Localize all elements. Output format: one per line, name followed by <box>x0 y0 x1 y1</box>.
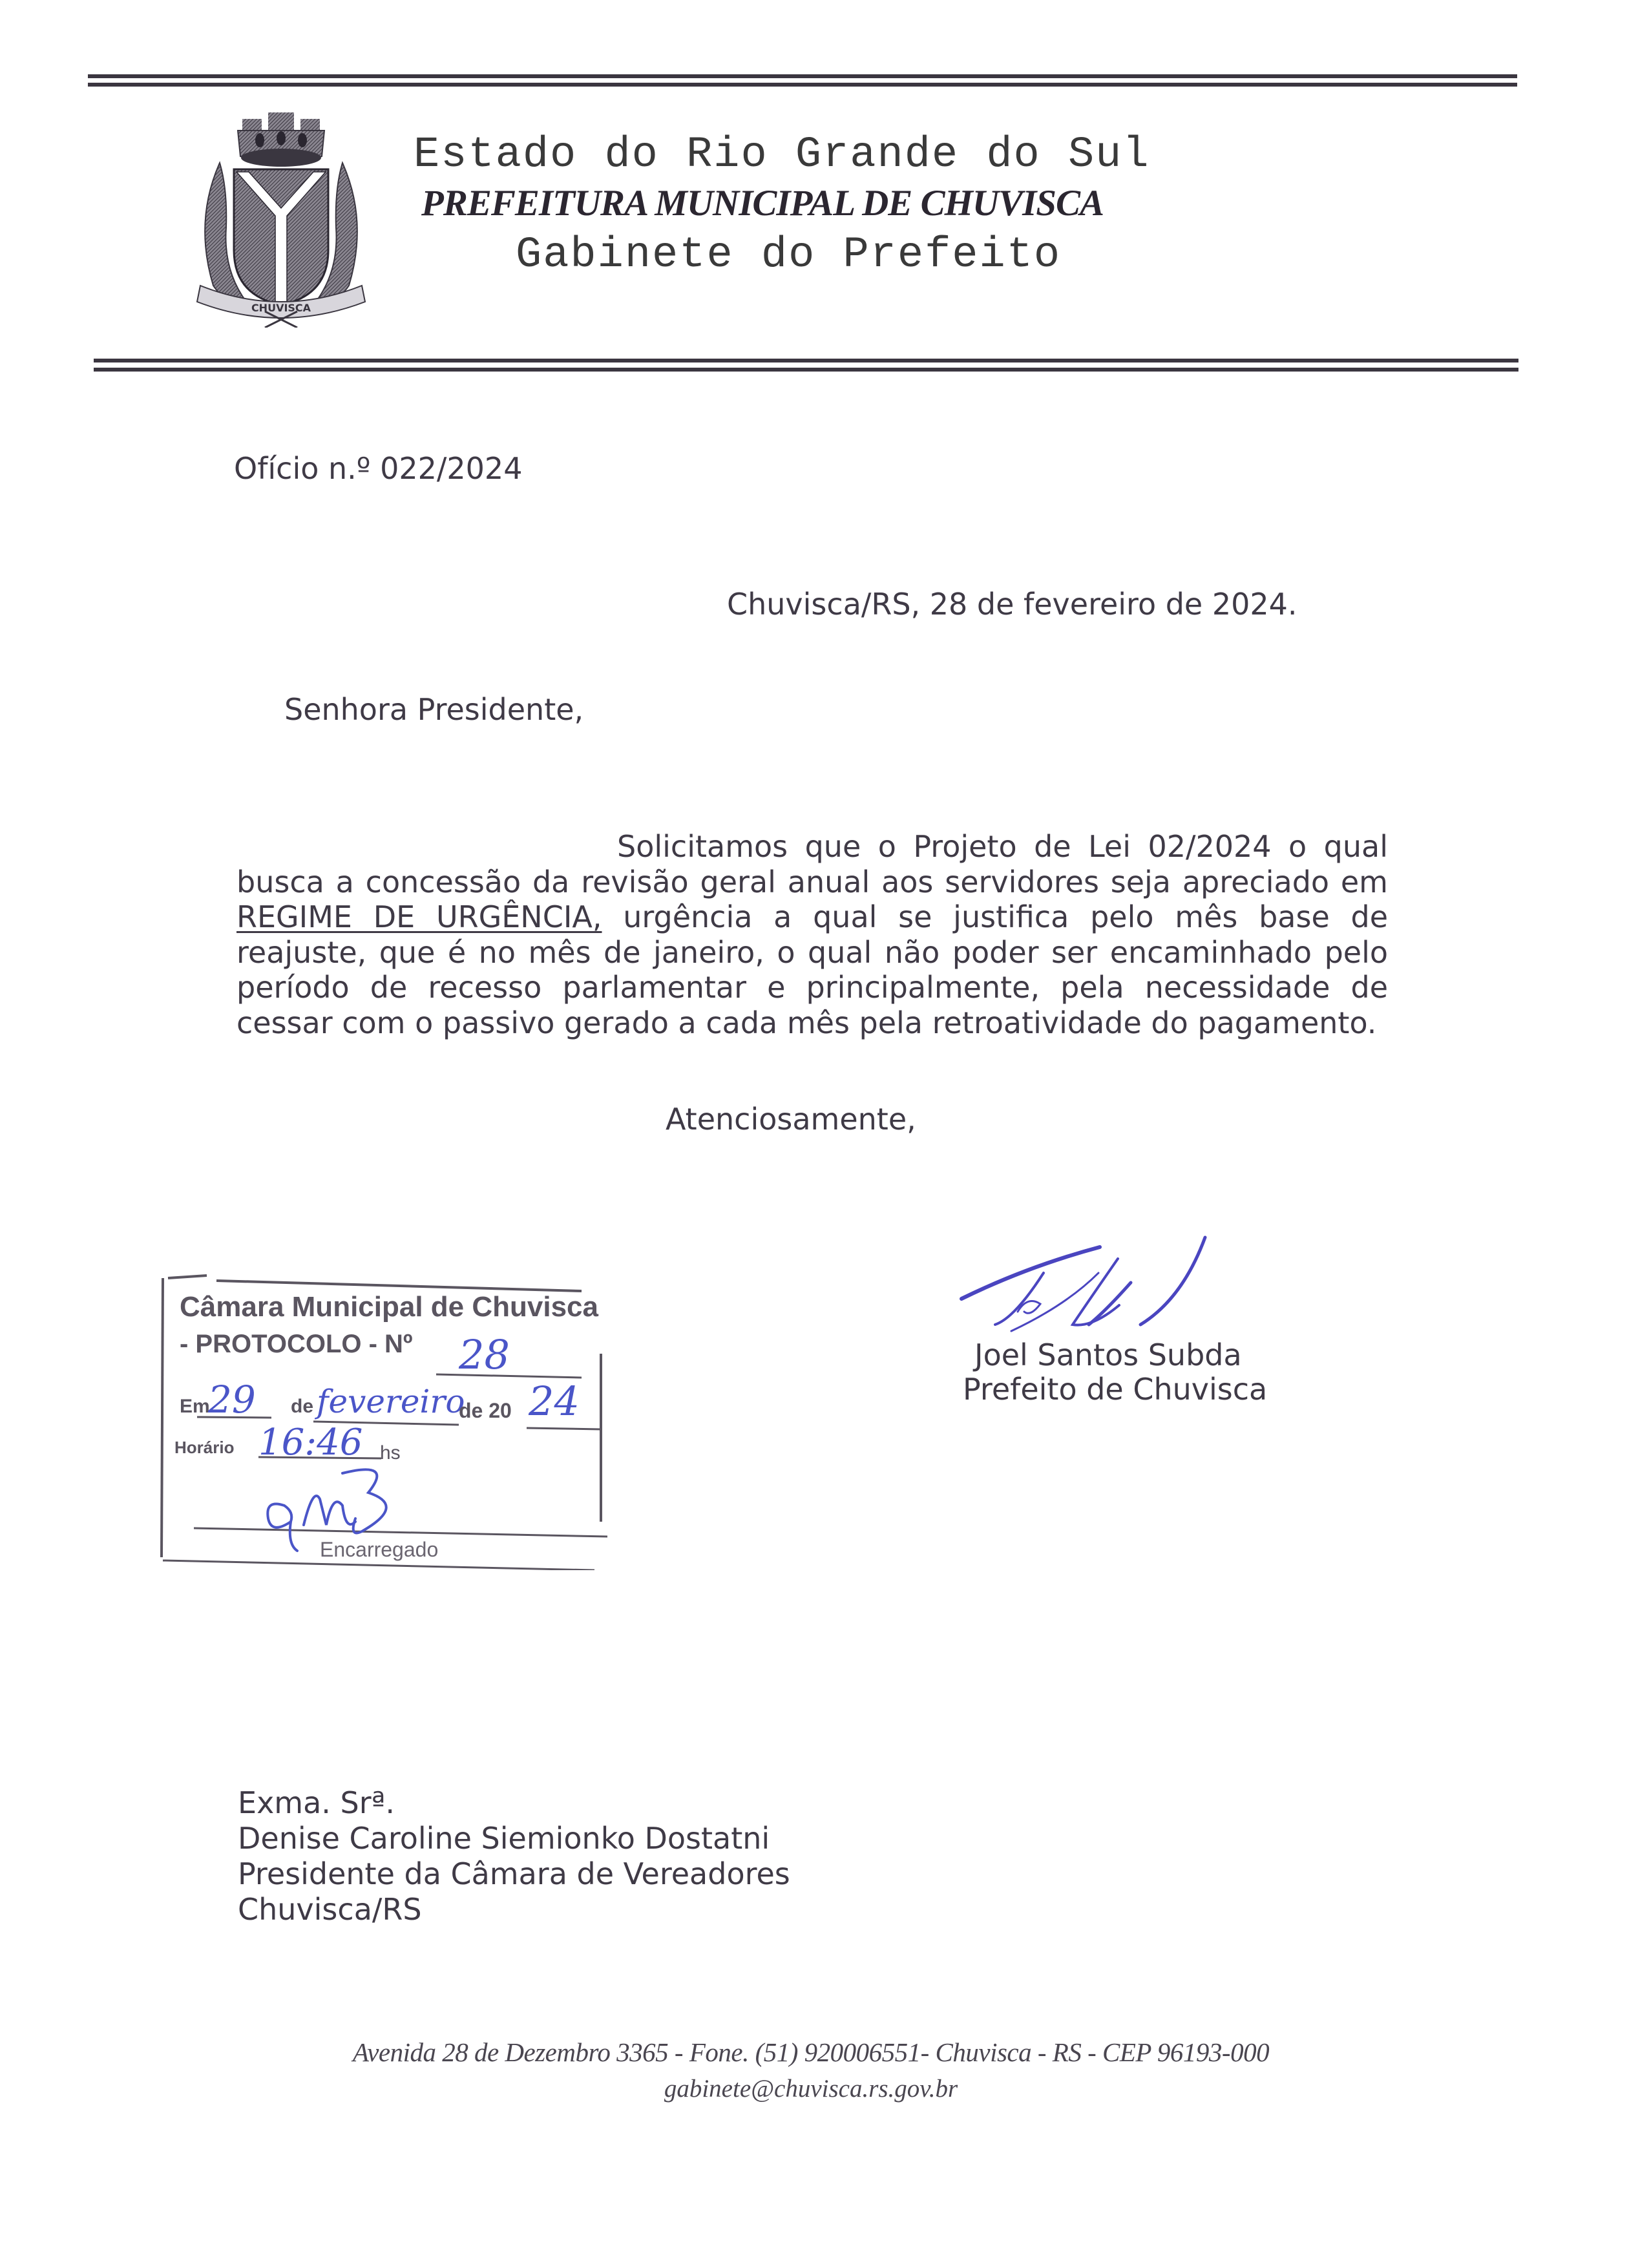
addressee-salutation: Exma. Srª. <box>238 1785 395 1820</box>
stamp-time-label: Horário <box>174 1438 235 1457</box>
stamp-date-prefix: Em <box>180 1396 210 1417</box>
coat-of-arms-banner: CHUVISCA <box>251 302 311 314</box>
header-rule-bottom-2 <box>94 368 1518 372</box>
letter-closing: Atenciosamente, <box>666 1102 916 1137</box>
footer-email: gabinete@chuvisca.rs.gov.br <box>664 2075 958 2103</box>
body-emphasis-urgency: REGIME DE URGÊNCIA, <box>236 899 602 934</box>
stamp-time-suffix: hs <box>380 1442 401 1464</box>
addressee-city: Chuvisca/RS <box>238 1892 422 1927</box>
stamp-title: Câmara Municipal de Chuvisca <box>180 1291 598 1323</box>
stamp-de-label: de <box>291 1396 314 1417</box>
protocol-stamp <box>155 1266 607 1570</box>
letter-place-date: Chuvisca/RS, 28 de fevereiro de 2024. <box>727 587 1297 622</box>
stamp-year-label: de 20 <box>459 1399 512 1422</box>
letterhead-prefeitura: PREFEITURA MUNICIPAL DE CHUVISCA <box>421 183 1104 224</box>
header-rule-bottom-1 <box>94 359 1518 362</box>
signer-name: Joel Santos Subda <box>974 1338 1242 1372</box>
letterhead-state: Estado do Rio Grande do Sul <box>414 131 1150 180</box>
header-rule-top-2 <box>88 83 1517 87</box>
letterhead-office: Gabinete do Prefeito <box>516 231 1062 280</box>
body-text-start: Solicitamos que o Projeto de Lei 02/2024 o qual busca a concessão da revisão geral anual aos servidores seja apreciado em <box>236 829 1388 899</box>
footer-address: Avenida 28 de Dezembro 3365 - Fone. (51) 920006551- Chuvisca - RS - CEP 96193-000 <box>352 2037 1270 2067</box>
signer-title: Prefeito de Chuvisca <box>963 1372 1268 1407</box>
addressee-role: Presidente da Câmara de Vereadores <box>238 1856 790 1891</box>
stamp-month: fevereiro <box>317 1383 465 1420</box>
stamp-protocol-label: - PROTOCOLO - Nº <box>180 1330 413 1358</box>
stamp-protocol-number: 28 <box>459 1331 510 1378</box>
addressee-name: Denise Caroline Siemionko Dostatni <box>238 1821 770 1856</box>
stamp-responsible-label: Encarregado <box>320 1538 439 1561</box>
letter-salutation: Senhora Presidente, <box>284 692 584 727</box>
letter-body <box>236 829 1388 1040</box>
stamp-time: 16:46 <box>258 1422 363 1464</box>
letter-number: Ofício n.º 022/2024 <box>234 451 523 486</box>
coat-of-arms-logo <box>187 111 375 328</box>
stamp-year-suffix: 24 <box>529 1378 580 1425</box>
stamp-day: 29 <box>208 1378 256 1422</box>
body-text-end: urgência a qual se justifica pelo mês base de reajuste, que é no mês de janeiro, o qual não poder ser encaminhado pelo período de recesso parlamentar e principalmente, pela necessidade de cessar com o passivo gerado a cada mês pela retroatividade do pagamento. <box>236 899 1388 1040</box>
header-rule-top-1 <box>88 74 1517 78</box>
